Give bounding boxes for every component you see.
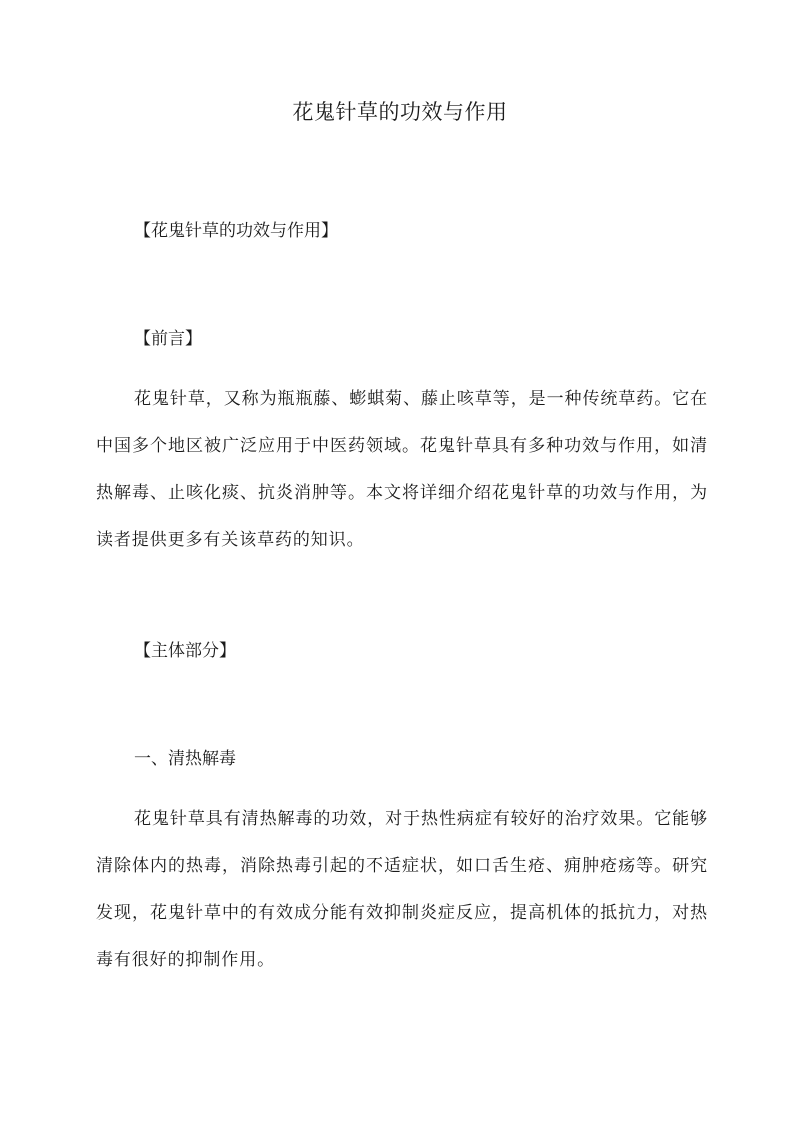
- preface-heading: 【前言】: [134, 329, 202, 349]
- preface-paragraph: 花鬼针草，又称为瓶瓶藤、蟛蜞菊、藤止咳草等，是一种传统草药。它在中国多个地区被广泛应用于中医药领域。花鬼针草具有多种功效与作用，如清热解毒、止咳化痰、抗炎消肿等。本文将详细介绍花鬼针草的功效与作用，为读者提供更多有关该草药的知识。: [96, 389, 708, 550]
- section-1-paragraph: 花鬼针草具有清热解毒的功效，对于热性病症有较好的治疗效果。它能够清除体内的热毒，消除热毒引起的不适症状，如口舌生疮、痈肿疮疡等。研究发现，花鬼针草中的有效成分能有效抑制炎症反应，提高机体的抵抗力，对热毒有很好的抑制作用。: [96, 809, 708, 970]
- document-title: 花鬼针草的功效与作用: [292, 100, 508, 124]
- bracket-heading: 【花鬼针草的功效与作用】: [134, 221, 338, 241]
- main-section-heading: 【主体部分】: [134, 641, 236, 661]
- section-1-heading: 一、清热解毒: [134, 749, 236, 769]
